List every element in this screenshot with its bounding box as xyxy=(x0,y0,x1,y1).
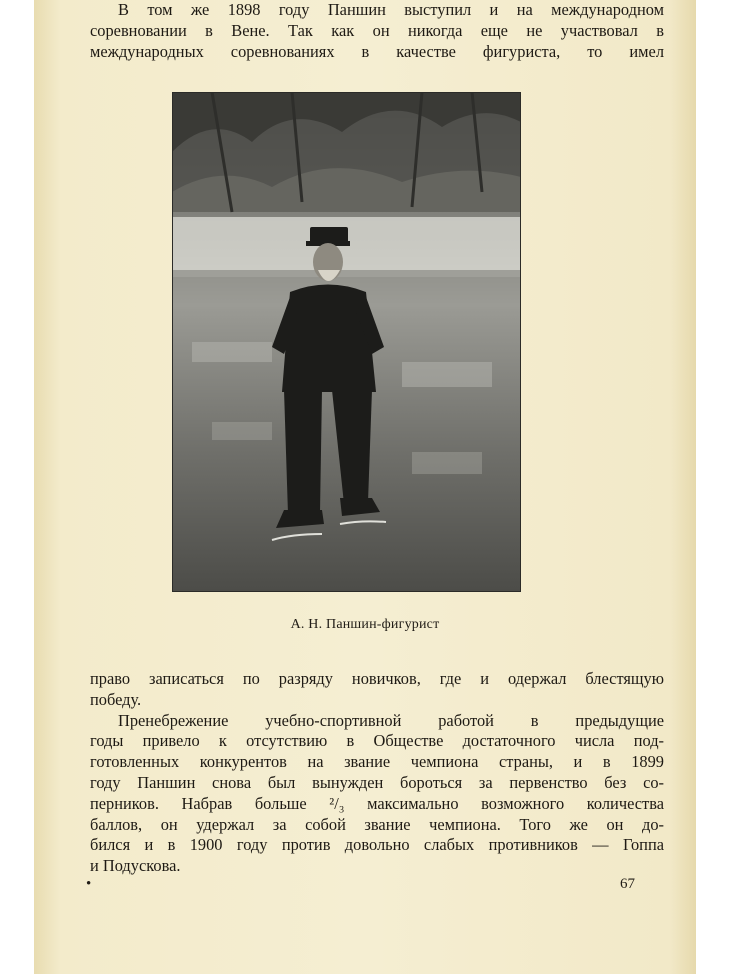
photo-illustration xyxy=(172,92,521,592)
photo-panshin-figure-skater xyxy=(172,92,521,592)
text-line: право записаться по разряду новичков, где и одержал блестящую xyxy=(90,669,664,688)
text-line: В том же 1898 году Паншин выступил и на международном xyxy=(118,0,664,19)
text-line: перников. Набрав больше ²/₃ максимально возможного количества xyxy=(90,793,664,813)
text-line: соревновании в Вене. Так как он никогда еще не участвовал в xyxy=(90,20,664,40)
text-line: международных соревнованиях в качестве фигуриста, то имел xyxy=(90,41,664,61)
bottom-paragraphs xyxy=(90,669,664,877)
book-page xyxy=(34,0,696,974)
text-line: годы привело к отсутствию в Обществе достаточного числа под- xyxy=(90,731,664,751)
text-line: готовленных конкурентов на звание чемпиона страны, и в 1899 xyxy=(90,752,664,772)
text-line: победу. xyxy=(90,689,142,709)
text-line: году Паншин снова был вынужден бороться за первенство без со- xyxy=(90,772,664,792)
page-number: 67 xyxy=(620,876,635,892)
text-line: Пренебрежение учебно-спортивной работой в предыдущие xyxy=(118,710,664,730)
photo-caption: А. Н. Паншин-фигурист xyxy=(290,617,440,632)
text-line: и Подускова. xyxy=(90,856,181,876)
text-line: бился и в 1900 году против довольно слабых противников — Гоппа xyxy=(90,835,664,855)
text-line: баллов, он удержал за собой звание чемпиона. Того же он до- xyxy=(90,814,664,834)
footer-bullet-mark: • xyxy=(86,876,92,892)
top-paragraph xyxy=(90,0,664,62)
